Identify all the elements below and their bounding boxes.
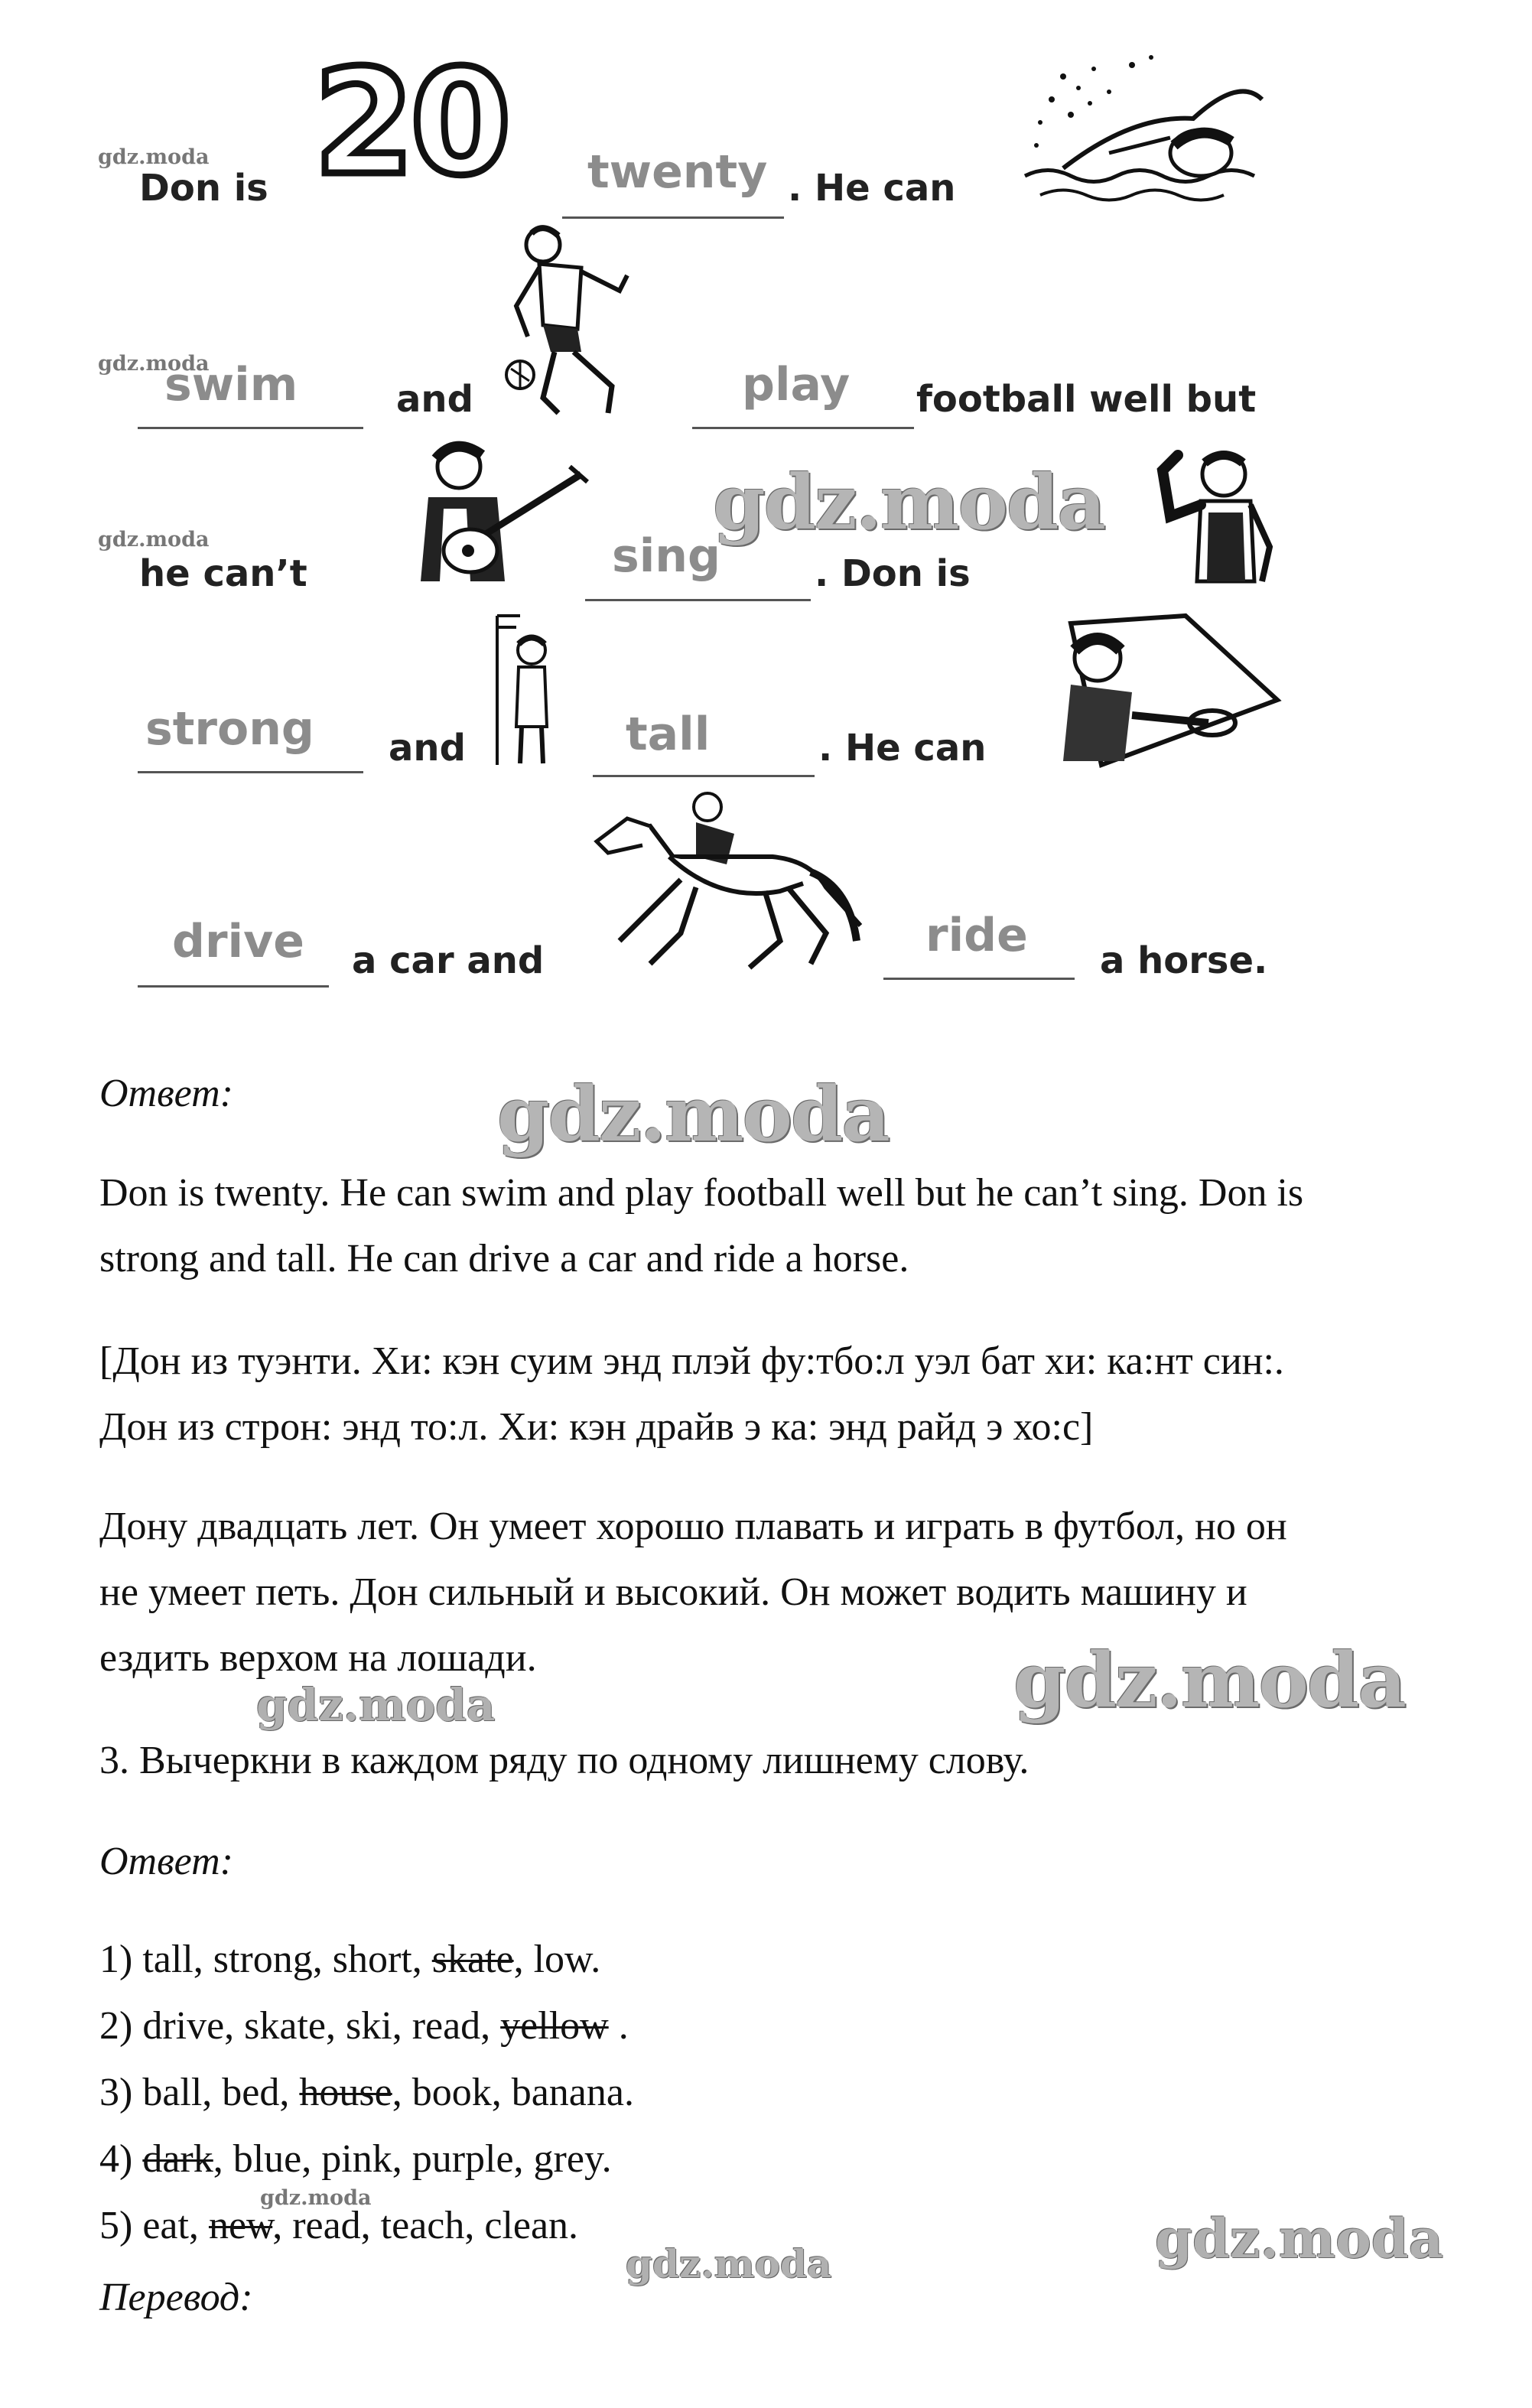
answer-swim: swim bbox=[164, 358, 298, 412]
watermark-small: gdz.moda bbox=[98, 145, 210, 169]
struck-word: new bbox=[208, 2204, 273, 2247]
watermark-big: gdz.moda bbox=[1013, 1637, 1405, 1725]
list-item-5 bbox=[99, 2192, 578, 2260]
text-he-can-1: . He can bbox=[788, 167, 956, 210]
text-and-2: and bbox=[389, 727, 466, 770]
text-don-is-2: . Don is bbox=[815, 552, 971, 595]
watermark-mid: gdz.moda bbox=[1155, 2207, 1444, 2270]
text-don-is: Don is bbox=[139, 167, 268, 210]
list-item-3 bbox=[99, 2059, 634, 2127]
text-he-can-2: . He can bbox=[818, 727, 987, 770]
list-item-2 bbox=[99, 1993, 629, 2060]
list-item-1 bbox=[99, 1926, 600, 1993]
answer-tall: tall bbox=[626, 708, 711, 761]
row-suffix: , read, teach, clean. bbox=[272, 2204, 579, 2247]
footballer-icon bbox=[497, 222, 673, 421]
watermark-mid: gdz.moda bbox=[256, 1679, 496, 1731]
text-a-car-and: a car and bbox=[352, 939, 545, 982]
translation-line-3: ездить верхом на лошади. bbox=[99, 1636, 537, 1680]
struck-word: yellow bbox=[500, 2004, 609, 2048]
translation-label: Перевод: bbox=[99, 2276, 253, 2319]
strongman-icon bbox=[1147, 440, 1277, 585]
answer-ride: ride bbox=[925, 909, 1028, 962]
row-suffix: . bbox=[608, 2004, 629, 2048]
answer-label-1: Ответ: bbox=[99, 1072, 233, 1115]
answer-line-1: Don is twenty. He can swim and play football well but he can’t sing. Don is bbox=[99, 1171, 1304, 1215]
row-suffix: , blue, pink, purple, grey. bbox=[213, 2137, 612, 2181]
row-prefix: 1) tall, strong, short, bbox=[99, 1938, 432, 1981]
text-football-well-but: football well but bbox=[916, 378, 1257, 421]
watermark-big: gdz.moda bbox=[497, 1071, 889, 1159]
answer-strong: strong bbox=[145, 702, 314, 756]
text-and-1: and bbox=[396, 378, 473, 421]
guitarist-icon bbox=[413, 436, 589, 589]
row-prefix: 2) drive, skate, ski, read, bbox=[99, 2004, 501, 2048]
watermark-small: gdz.moda bbox=[98, 352, 210, 376]
watermark-big: gdz.moda bbox=[713, 459, 1104, 547]
answer-play: play bbox=[742, 358, 851, 412]
translation-line-2: не умеет петь. Дон сильный и высокий. Он может водить машину и bbox=[99, 1570, 1247, 1614]
answer-sing: sing bbox=[612, 529, 720, 583]
swimmer-icon bbox=[1017, 46, 1277, 207]
list-item-4 bbox=[99, 2126, 612, 2193]
answer-line-2: strong and tall. He can drive a car and ride a horse. bbox=[99, 1237, 909, 1280]
answer-label-2: Ответ: bbox=[99, 1840, 233, 1883]
watermark-small: gdz.moda bbox=[98, 528, 210, 552]
horse-rider-icon bbox=[581, 788, 864, 971]
task3-title: 3. Вычеркни в каждом ряду по одному лишнему слову. bbox=[99, 1739, 1029, 1782]
transcription-line-2: Дон из строн: энд то:л. Хи: кэн драйв э ка: энд райд э хо:с] bbox=[99, 1405, 1094, 1449]
row-suffix: , low. bbox=[513, 1938, 601, 1981]
translation-line-1: Дону двадцать лет. Он умеет хорошо плавать и играть в футбол, но он bbox=[99, 1505, 1287, 1548]
row-suffix: , book, banana. bbox=[392, 2071, 634, 2114]
tall-man-icon bbox=[490, 612, 558, 765]
watermark-small: gdz.moda bbox=[260, 2186, 372, 2210]
transcription-line-1: [Дон из туэнти. Хи: кэн суим энд плэй фу:тбо:л уэл бат хи: ка:нт син:. bbox=[99, 1339, 1284, 1383]
answer-twenty: twenty bbox=[587, 145, 768, 199]
row-prefix: 3) ball, bed, bbox=[99, 2071, 300, 2114]
row-prefix: 5) eat, bbox=[99, 2204, 209, 2247]
watermark-mid: gdz.moda bbox=[626, 2241, 832, 2286]
answer-drive: drive bbox=[172, 915, 304, 968]
struck-word: house bbox=[299, 2071, 392, 2114]
struck-word: skate bbox=[431, 1938, 514, 1981]
text-a-horse: a horse. bbox=[1100, 939, 1268, 982]
driver-icon bbox=[1033, 608, 1285, 769]
row-prefix: 4) bbox=[99, 2137, 143, 2181]
struck-word: dark bbox=[142, 2137, 213, 2181]
text-he-cant: he can’t bbox=[139, 552, 307, 595]
number-20-graphic: 20 bbox=[314, 38, 507, 207]
